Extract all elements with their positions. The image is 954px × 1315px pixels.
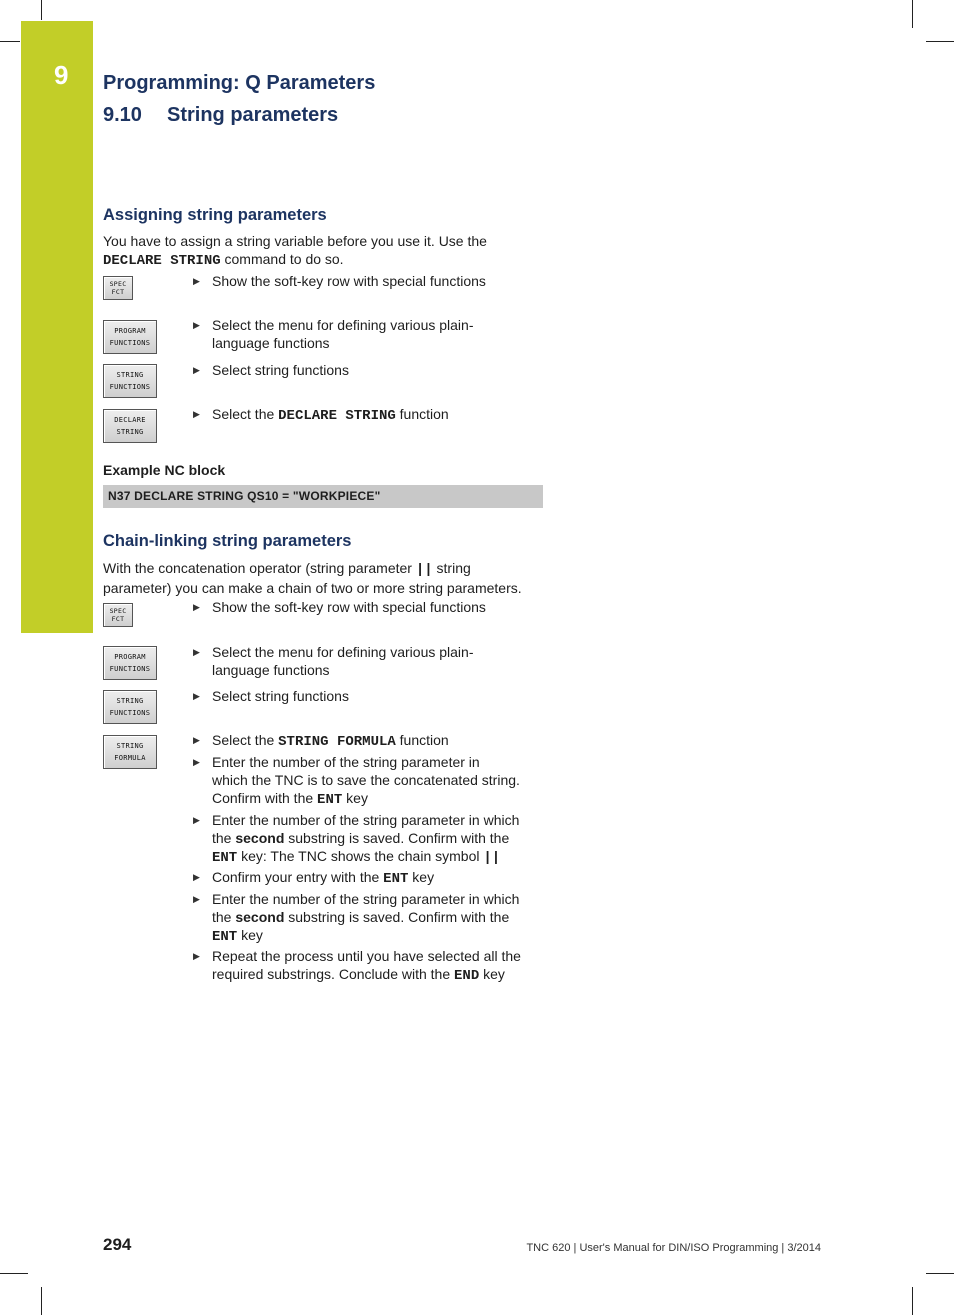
- softkey-label: STRING: [116, 697, 144, 705]
- chapter-tab-bar: [21, 21, 93, 633]
- softkey-label: SPEC: [109, 280, 127, 288]
- step-line: Select the menu for defining various plain-: [212, 317, 474, 333]
- step-line: [212, 847, 545, 867]
- triangle-right-icon: ▶: [193, 872, 200, 882]
- step-text: [212, 890, 545, 946]
- softkey-spec-fct[interactable]: [103, 603, 133, 627]
- step-text-part: Confirm with the: [212, 790, 318, 806]
- softkey-label: FUNCTIONS: [109, 339, 151, 347]
- intro-line: You have to assign a string variable before you use it. Use the: [103, 233, 487, 249]
- step-text: Select string functions: [212, 362, 349, 378]
- triangle-right-icon: ▶: [193, 409, 200, 419]
- emphasis-text: second: [235, 909, 285, 925]
- step-text-part: Select the: [212, 732, 279, 748]
- step-text: [212, 316, 545, 352]
- key-name: ENT: [212, 850, 238, 866]
- crop-mark: [0, 1273, 28, 1274]
- footer-text: TNC 620 | User's Manual for DIN/ISO Programming | 3/2014: [526, 1242, 821, 1254]
- crop-mark: [926, 1273, 954, 1274]
- step-text-part: the: [212, 909, 236, 925]
- intro-text: command to do so.: [220, 251, 344, 267]
- softkey-string-formula[interactable]: [103, 735, 157, 769]
- step-text: Select string functions: [212, 688, 349, 704]
- softkey-label: FCT: [111, 615, 125, 623]
- step-text: Show the soft-key row with special functions: [212, 273, 486, 289]
- step-item: [193, 731, 545, 751]
- step-line: language functions: [212, 662, 330, 678]
- operator-symbol: ||: [415, 562, 433, 578]
- triangle-right-icon: ▶: [193, 276, 200, 286]
- softkey-label: SPEC: [109, 607, 127, 615]
- step-text-part: Select the: [212, 406, 279, 422]
- step-text-part: key: [342, 790, 368, 806]
- example-label: Example NC block: [103, 462, 226, 478]
- crop-mark: [0, 41, 20, 42]
- step-item: [193, 272, 545, 290]
- softkey-declare-string[interactable]: [103, 409, 157, 443]
- step-text-part: key: The TNC shows the chain symbol: [237, 848, 484, 864]
- page-number: 294: [103, 1235, 132, 1254]
- step-line: [212, 789, 545, 809]
- softkey-label: PROGRAM: [114, 653, 146, 661]
- step-text-part: key: [479, 966, 505, 982]
- step-line: [212, 965, 545, 985]
- triangle-right-icon: ▶: [193, 735, 200, 745]
- chaining-heading: Chain-linking string parameters: [103, 532, 352, 550]
- intro-text: With the concatenation operator (string parameter: [103, 560, 416, 576]
- softkey-label: STRING: [116, 428, 144, 436]
- step-item: [193, 947, 545, 985]
- code-block: [103, 485, 543, 508]
- triangle-right-icon: ▶: [193, 815, 200, 825]
- function-name: DECLARE STRING: [278, 408, 396, 424]
- step-text-part: the: [212, 830, 236, 846]
- crop-mark: [41, 0, 42, 20]
- triangle-right-icon: ▶: [193, 757, 200, 767]
- softkey-spec-fct[interactable]: [103, 276, 133, 300]
- crop-mark: [41, 1287, 42, 1315]
- intro-line: [103, 559, 548, 579]
- step-item: [193, 361, 545, 379]
- softkey-label: DECLARE: [114, 416, 146, 424]
- crop-mark: [912, 0, 913, 28]
- step-text: [212, 947, 545, 985]
- crop-mark: [912, 1287, 913, 1315]
- step-text-part: function: [395, 732, 449, 748]
- chapter-number: 9: [54, 60, 69, 90]
- step-line: language functions: [212, 335, 330, 351]
- step-line: which the TNC is to save the concatenated string.: [212, 772, 520, 788]
- softkey-label: FCT: [111, 288, 125, 296]
- step-line: Select the menu for defining various plain-: [212, 644, 474, 660]
- softkey-label: FUNCTIONS: [109, 709, 151, 717]
- key-name: ENT: [212, 929, 238, 945]
- step-line: Repeat the process until you have selected all the: [212, 948, 521, 964]
- step-item: [193, 868, 545, 888]
- step-item: [193, 811, 545, 867]
- key-name: ENT: [317, 792, 343, 808]
- step-item: [193, 687, 545, 705]
- step-item: [193, 316, 545, 352]
- softkey-label: STRING: [116, 371, 144, 379]
- key-name: ENT: [383, 871, 409, 887]
- intro-line: [103, 250, 548, 270]
- step-text: [212, 811, 545, 867]
- triangle-right-icon: ▶: [193, 691, 200, 701]
- step-text-part: Confirm your entry with the: [212, 869, 384, 885]
- softkey-label: FUNCTIONS: [109, 665, 151, 673]
- step-item: [193, 598, 545, 616]
- step-line: Enter the number of the string parameter in: [212, 754, 480, 770]
- softkey-label: FUNCTIONS: [109, 383, 151, 391]
- chaining-intro: [103, 559, 548, 597]
- step-item: [193, 753, 545, 809]
- intro-line: parameter) you can make a chain of two or more string parameters.: [103, 580, 522, 596]
- step-text: Show the soft-key row with special functions: [212, 599, 486, 615]
- intro-text: string: [432, 560, 471, 576]
- step-item: [193, 405, 545, 425]
- nc-block-code: N37 DECLARE STRING QS10 = "WORKPIECE": [108, 489, 381, 503]
- function-name: STRING FORMULA: [278, 734, 396, 750]
- step-line: [212, 908, 545, 926]
- softkey-program-functions[interactable]: [103, 320, 157, 354]
- step-text: [212, 868, 545, 888]
- softkey-label: STRING: [116, 742, 144, 750]
- step-text: [212, 731, 545, 751]
- step-text-part: substring is saved. Confirm with the: [284, 909, 510, 925]
- step-text: [212, 753, 545, 809]
- softkey-label: PROGRAM: [114, 327, 146, 335]
- triangle-right-icon: ▶: [193, 647, 200, 657]
- step-line: [212, 829, 545, 847]
- triangle-right-icon: ▶: [193, 602, 200, 612]
- step-line: Enter the number of the string parameter in which: [212, 812, 520, 828]
- step-text-part: substring is saved. Confirm with the: [284, 830, 510, 846]
- step-text-part: required substrings. Conclude with the: [212, 966, 455, 982]
- step-item: [193, 890, 545, 946]
- emphasis-text: second: [235, 830, 285, 846]
- softkey-program-functions[interactable]: [103, 646, 157, 680]
- step-text: [212, 405, 545, 425]
- softkey-string-functions[interactable]: [103, 690, 157, 724]
- section-title: String parameters: [167, 104, 339, 126]
- softkey-label: FORMULA: [114, 754, 146, 762]
- softkey-string-functions[interactable]: [103, 364, 157, 398]
- triangle-right-icon: ▶: [193, 320, 200, 330]
- step-line: Enter the number of the string parameter in which: [212, 891, 520, 907]
- step-text-part: function: [395, 406, 449, 422]
- assigning-heading: Assigning string parameters: [103, 206, 327, 224]
- step-line: [212, 926, 545, 946]
- key-name: END: [454, 968, 480, 984]
- triangle-right-icon: ▶: [193, 365, 200, 375]
- step-text: [212, 643, 545, 679]
- triangle-right-icon: ▶: [193, 894, 200, 904]
- step-text-part: key: [237, 927, 263, 943]
- assigning-intro: [103, 232, 548, 270]
- chain-symbol: ||: [483, 850, 501, 866]
- chapter-title: Programming: Q Parameters: [103, 72, 376, 94]
- triangle-right-icon: ▶: [193, 951, 200, 961]
- step-text-part: key: [408, 869, 435, 885]
- step-item: [193, 643, 545, 679]
- crop-mark: [926, 41, 954, 42]
- command-name: DECLARE STRING: [103, 253, 221, 269]
- section-number: 9.10: [103, 104, 142, 126]
